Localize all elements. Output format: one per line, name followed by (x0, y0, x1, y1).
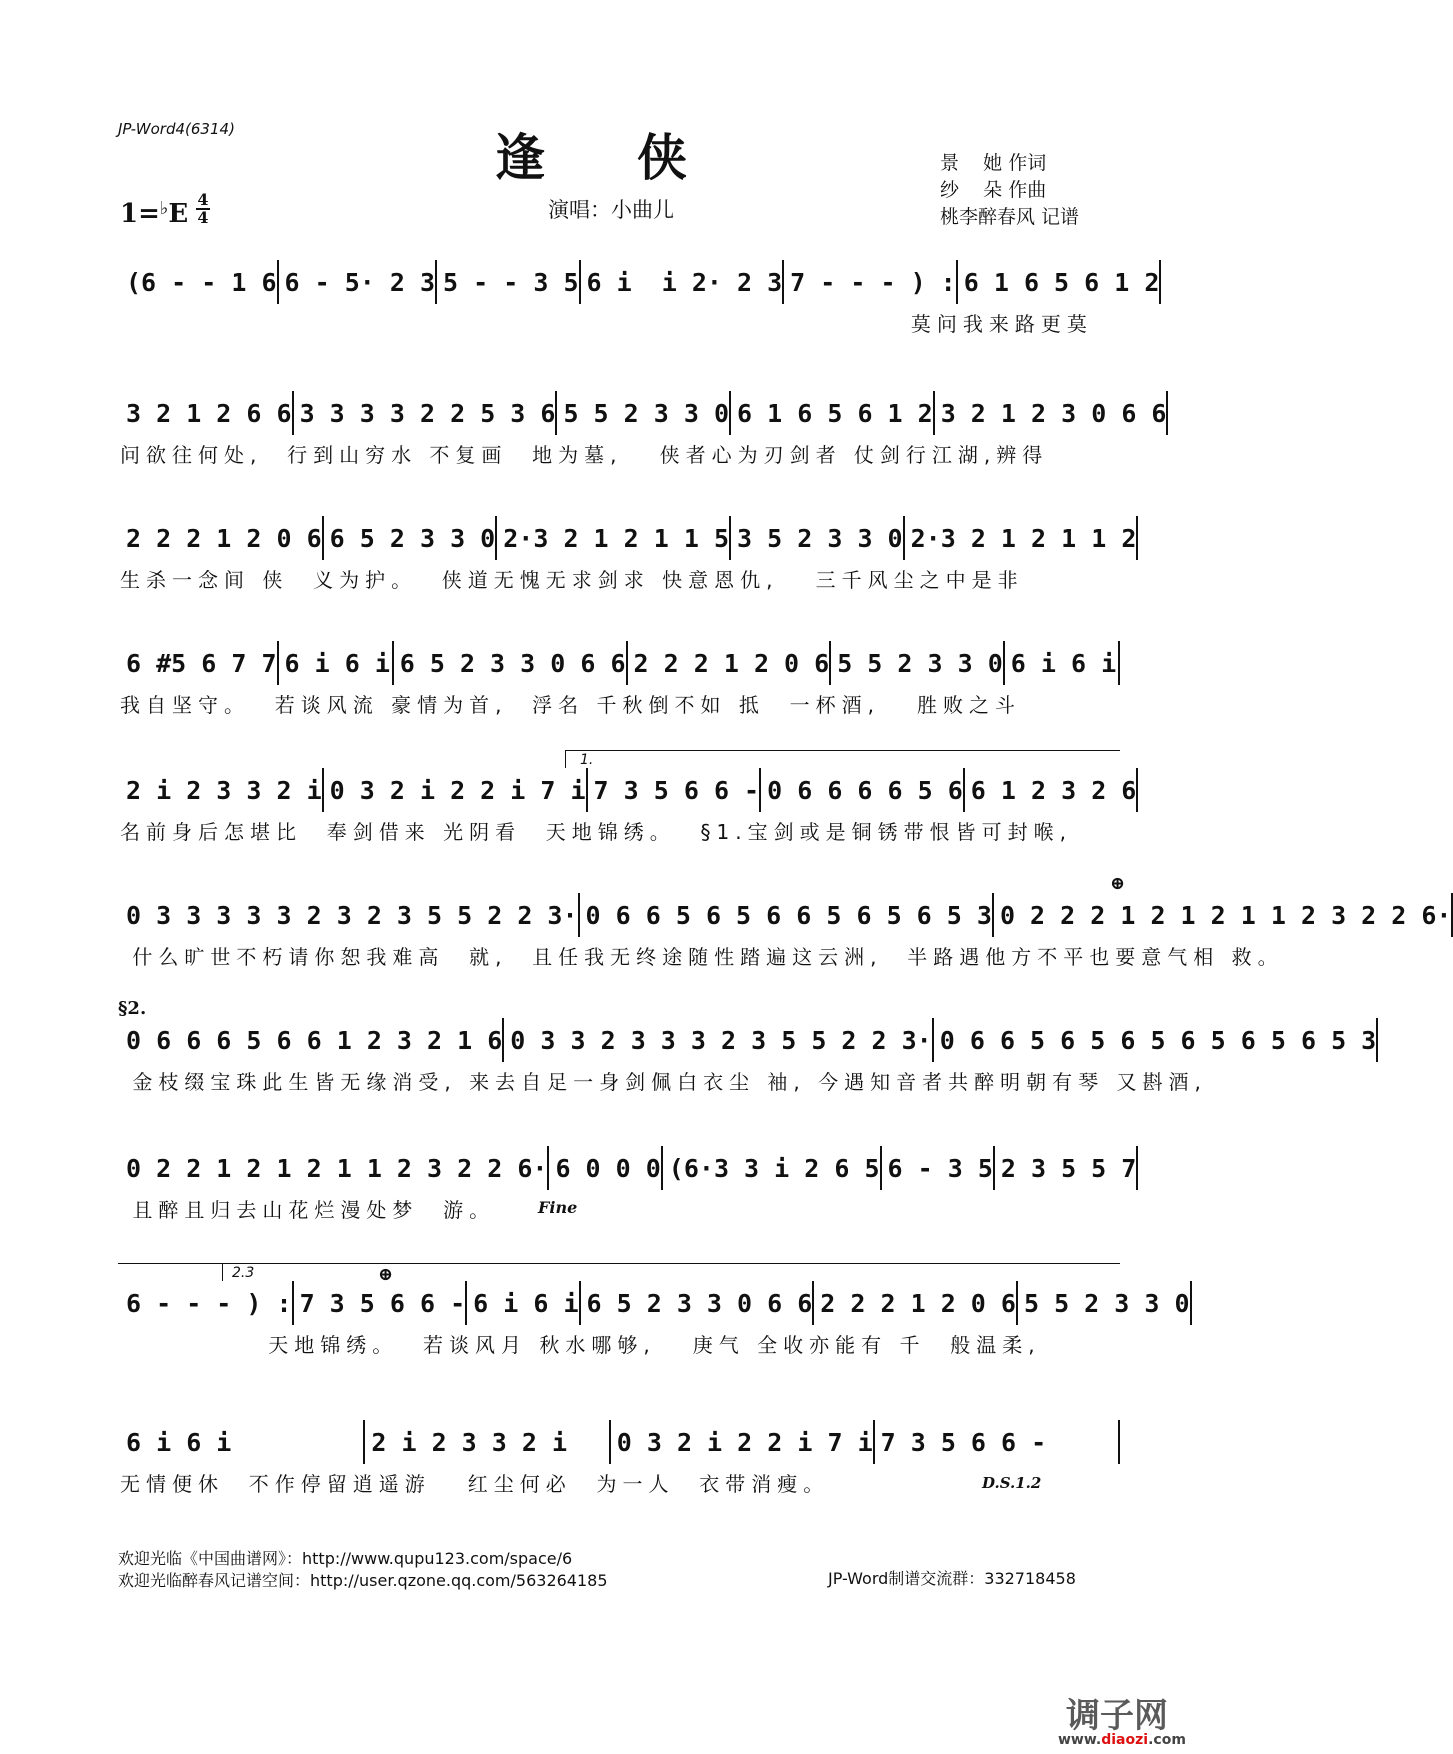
measure: 0 3 2 i 2 2 i 7 i (329, 775, 586, 805)
notes-row (120, 643, 1120, 683)
key-prefix: 1= (120, 199, 160, 229)
dal-segno-marker: D.S.1.2 (982, 1474, 1042, 1492)
measure: 3 5 2 3 3 0 (737, 523, 903, 553)
singer-credit: 演唱：小曲儿 (548, 198, 674, 222)
notes-row (120, 1020, 1377, 1060)
watermark-url-main: diaozi (1101, 1732, 1149, 1748)
watermark-url-prefix: www. (1058, 1732, 1102, 1748)
measure: 2·3 2 1 2 1 1 5 (503, 523, 730, 553)
measure: 5 5 2 3 3 0 (837, 648, 1003, 678)
fine-marker: Fine (538, 1198, 578, 1217)
measure: 2 2 2 1 2 0 6 (633, 648, 830, 678)
measure: (6 - - 1 6 (126, 267, 277, 297)
time-signature (196, 192, 210, 226)
measure: 6 #5 6 7 7 (126, 648, 277, 678)
footer-line-2: 欢迎光临醉春风记谱空间：http://user.qzone.qq.com/563264185 (118, 1571, 608, 1590)
measure: 6 - 3 5 (887, 1153, 993, 1183)
key-note: E (168, 199, 189, 229)
measure: 6 0 0 0 (555, 1153, 661, 1183)
second-ending-label: 2.3 (232, 1265, 255, 1281)
measure: 0 6 6 6 5 6 6 1 2 3 2 1 6 (126, 1025, 503, 1055)
measure: 2 2 2 1 2 0 6 (126, 523, 322, 553)
measure: 6 1 6 5 6 1 2 (737, 398, 933, 428)
song-title: 逢侠 (495, 128, 779, 187)
measure: 2·3 2 1 2 1 1 2 (910, 523, 1137, 553)
measure: 6 i 6 i (126, 1427, 232, 1457)
lyric-line: 且醉且归去山花烂漫处梦 游。 (120, 1198, 496, 1222)
barline (1118, 641, 1120, 685)
measure: 6 5 2 3 3 0 6 6 (399, 648, 626, 678)
second-ending-tick (222, 1263, 223, 1281)
barline (1136, 768, 1138, 812)
barline (1376, 1018, 1378, 1062)
measure: 7 3 5 6 6 - (299, 1288, 466, 1318)
barline (1136, 516, 1138, 560)
footer-group: JP-Word制谱交流群：332718458 (828, 1569, 1076, 1588)
transcriber-credit: 桃李醉春风 记谱 (940, 206, 1080, 228)
measure: 3 2 1 2 6 6 (126, 398, 292, 428)
lyricist-credit: 景 她 作词 (940, 152, 1047, 174)
source-tag: JP-Word4(6314) (118, 120, 235, 138)
measure: 0 6 6 5 6 5 6 5 6 5 6 5 6 5 3 (939, 1025, 1377, 1055)
barline (1159, 260, 1161, 304)
notes-row (120, 1422, 1120, 1462)
measure: 3 3 3 3 2 2 5 3 6 (299, 398, 556, 428)
watermark-brand: 调子网 (1066, 1696, 1168, 1736)
watermark-url-suffix: .com (1148, 1732, 1186, 1748)
time-bottom: 4 (197, 208, 209, 227)
lyric-line: 问欲往何处, 行到山穷水 不复画 地为墓, 侠者心为刃剑者 仗剑行江湖,辨得 (120, 443, 1049, 467)
lyric-line: 名前身后怎堪比 奉剑借来 光阴看 天地锦绣。 §1.宝剑或是铜锈带恨皆可封喉, (120, 820, 1072, 844)
measure: 6 - 5· 2 3 (284, 267, 436, 297)
measure: 0 3 2 i 2 2 i 7 i (616, 1427, 873, 1457)
first-ending-label: 1. (580, 752, 594, 768)
measure: 6 5 2 3 3 0 6 6 (586, 1288, 813, 1318)
measure: 2 2 2 1 2 0 6 (820, 1288, 1016, 1318)
measure: 0 6 6 6 6 5 6 (767, 775, 963, 805)
measure: 6 5 2 3 3 0 (329, 523, 496, 553)
footer-links (118, 1548, 608, 1592)
measure: 6 1 2 3 2 6 (970, 775, 1137, 805)
coda-marker-2: ⊕ (378, 1264, 394, 1285)
measure: 6 i 6 i (284, 648, 390, 678)
watermark-url (1058, 1732, 1186, 1748)
notes-row (120, 262, 1160, 302)
credits (940, 150, 1079, 231)
lyric-line: 金枝缀宝珠此生皆无缘消受, 来去自足一身剑佩白衣尘 袖, 今遇知音者共醉明朝有琴 又斟酒, (120, 1070, 1207, 1094)
measure: 6 i 6 i (473, 1288, 579, 1318)
notes-row (120, 895, 1452, 935)
lyric-line: 无情便休 不作停留逍遥游 红尘何必 为一人 衣带消瘦。 (120, 1472, 830, 1496)
barline (1166, 391, 1168, 435)
flat-sign: ♭ (159, 198, 169, 219)
measure: 0 6 6 5 6 5 6 6 5 6 5 6 5 3 (585, 900, 992, 930)
measure: 6 i 6 i (1010, 648, 1117, 678)
measure: 6 - - - ) : (126, 1288, 292, 1318)
time-top: 4 (197, 190, 209, 209)
measure: 5 - - 3 5 (443, 267, 579, 297)
notes-row (120, 1283, 1190, 1323)
lyric-line: 生杀一念间 侠 义为护。 侠道无愧无求剑求 快意恩仇, 三千风尘之中是非 (120, 568, 1024, 592)
composer-credit: 纱 朵 作曲 (940, 179, 1047, 201)
notes-row (120, 393, 1167, 433)
footer-line-1: 欢迎光临《中国曲谱网》：http://www.qupu123.com/space/6 (118, 1549, 573, 1568)
measure: 0 3 3 3 3 3 2 3 2 3 5 5 2 2 3· (126, 900, 578, 930)
barline (1136, 1146, 1138, 1190)
first-ending-bracket (565, 750, 1120, 751)
barline (1190, 1281, 1192, 1325)
measure: 0 3 3 2 3 3 3 2 3 5 5 2 2 3· (510, 1025, 932, 1055)
measure: 2 i 2 3 3 2 i (371, 1427, 568, 1457)
measure: 7 - - - ) : (790, 267, 956, 297)
barline (1118, 1420, 1120, 1464)
lyric-line: 我自坚守。 若谈风流 豪情为首, 浮名 千秋倒不如 抵 一杯酒, 胜败之斗 (120, 693, 1022, 717)
measure: 5 5 2 3 3 0 (1023, 1288, 1190, 1318)
measure: 3 2 1 2 3 0 6 6 (940, 398, 1167, 428)
measure: 6 i i 2· 2 3 (586, 267, 783, 297)
notes-row (120, 1148, 1137, 1188)
measure: 7 3 5 6 6 - (593, 775, 760, 805)
lyric-line: 什么旷世不朽请你恕我难高 就, 且任我无终途随性踏遍这云洲, 半路遇他方不平也要意气相 救。 (120, 945, 1284, 969)
measure: 6 1 6 5 6 1 2 (963, 267, 1160, 297)
notes-row (120, 518, 1137, 558)
notes-row (120, 770, 1137, 810)
lyric-line: 莫问我来路更莫 (120, 312, 1093, 336)
first-ending-tick (565, 750, 566, 768)
key-signature (120, 198, 188, 229)
lyric-line: 天地锦绣。 若谈风月 秋水哪够, 庚气 全收亦能有 千 般温柔, (120, 1333, 1041, 1357)
measure: (6·3 3 i 2 6 5 (668, 1153, 880, 1183)
measure: 5 5 2 3 3 0 (563, 398, 730, 428)
measure: 2 i 2 3 3 2 i (126, 775, 322, 805)
coda-marker: ⊕ (1110, 873, 1126, 894)
measure: 0 2 2 1 2 1 2 1 1 2 3 2 2 6· (126, 1153, 548, 1183)
measure: 2 3 5 5 7 (1000, 1153, 1137, 1183)
measure: 7 3 5 6 6 - (880, 1427, 1047, 1457)
measure: 0 2 2 2 1 2 1 2 1 1 2 3 2 2 6· (999, 900, 1452, 930)
second-ending-bracket (118, 1263, 1120, 1264)
segno-2-marker: §2. (118, 998, 147, 1019)
